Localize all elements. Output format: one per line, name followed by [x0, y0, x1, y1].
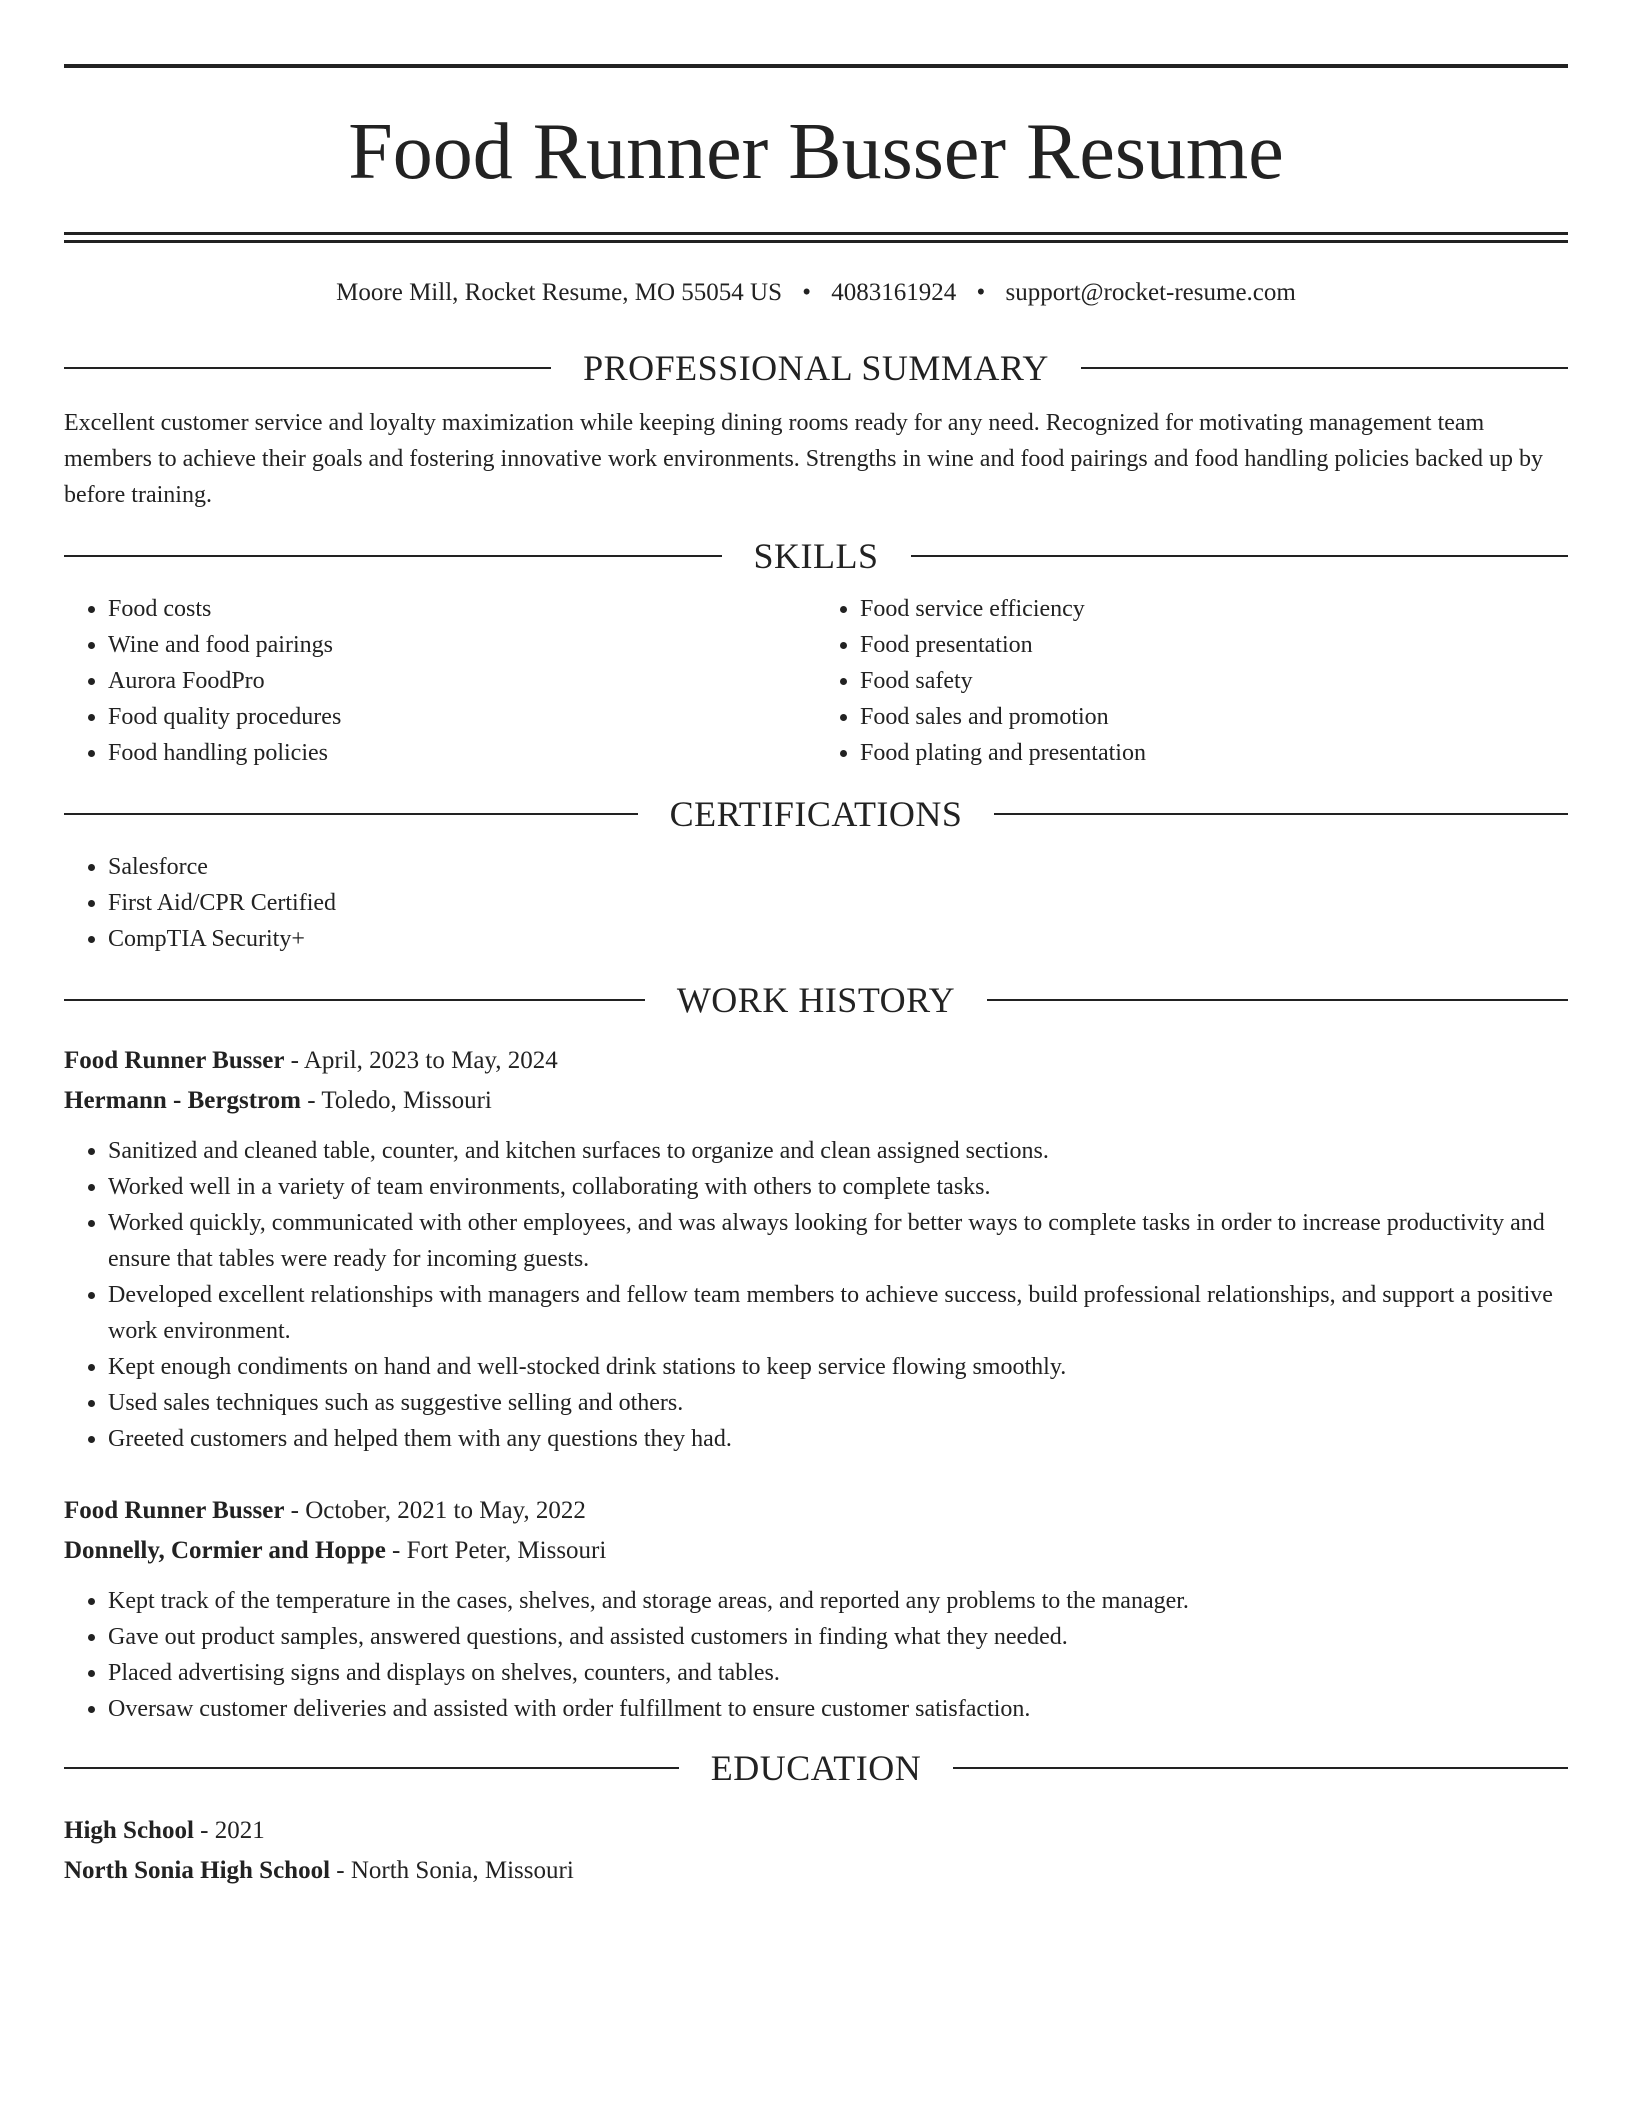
- job-duty: • Kept enough condiments on hand and well-stocked drink stations to keep service flowing smoothly.: [108, 1349, 1568, 1385]
- job-duty: • Sanitized and cleaned table, counter, and kitchen surfaces to organize and clean assigned sections.: [108, 1133, 1568, 1169]
- job-duty: • Developed excellent relationships with managers and fellow team members to achieve success, build professional relationships, and support a positive work environment.: [108, 1277, 1568, 1349]
- divider-line: [64, 999, 645, 1001]
- job-employer-line: [64, 1531, 1568, 1571]
- job-employer: Hermann - Bergstrom: [64, 1087, 301, 1114]
- education-location: - North Sonia, Missouri: [330, 1857, 574, 1884]
- divider-line: [987, 999, 1568, 1001]
- skill-item: • Food safety: [860, 663, 1568, 699]
- divider-line: [1081, 367, 1568, 369]
- section-heading-skills: [64, 531, 1568, 581]
- skill-item: • Food costs: [108, 591, 816, 627]
- job-employer-line: [64, 1081, 1568, 1121]
- divider-line: [64, 1767, 679, 1769]
- divider-line: [64, 813, 638, 815]
- education-degree-line: [64, 1811, 1568, 1851]
- divider-line: [953, 1767, 1568, 1769]
- job-duty: • Oversaw customer deliveries and assisted with order fulfillment to ensure customer satisfaction.: [108, 1691, 1568, 1727]
- section-title: CERTIFICATIONS: [669, 794, 963, 834]
- title-double-rule: [64, 232, 1568, 243]
- job-duty: • Kept track of the temperature in the cases, shelves, and storage areas, and reported any problems to the manager.: [108, 1583, 1568, 1619]
- skills-column-left: [64, 591, 816, 771]
- section-heading-education: [64, 1743, 1568, 1793]
- skill-item: • Food sales and promotion: [860, 699, 1568, 735]
- job-duty: • Used sales techniques such as suggestive selling and others.: [108, 1385, 1568, 1421]
- job-dates: - October, 2021 to May, 2022: [284, 1497, 586, 1524]
- job-title-line: [64, 1491, 1568, 1531]
- education-degree: High School: [64, 1817, 194, 1844]
- section-title: SKILLS: [753, 536, 879, 576]
- work-history: [64, 1041, 1568, 1727]
- divider-line: [911, 555, 1569, 557]
- job-duty: • Gave out product samples, answered questions, and assisted customers in finding what they needed.: [108, 1619, 1568, 1655]
- section-heading-work-history: [64, 975, 1568, 1025]
- certification-item: • First Aid/CPR Certified: [108, 885, 1568, 921]
- job-entry: [64, 1491, 1568, 1727]
- top-rule: [64, 64, 1568, 68]
- education-school: North Sonia High School: [64, 1857, 331, 1884]
- skill-item: • Food quality procedures: [108, 699, 816, 735]
- job-location: - Fort Peter, Missouri: [385, 1537, 607, 1564]
- job-employer: Donnelly, Cormier and Hoppe: [64, 1537, 386, 1564]
- job-location: - Toledo, Missouri: [301, 1087, 492, 1114]
- divider-line: [994, 813, 1568, 815]
- divider-line: [64, 367, 551, 369]
- job-duty: • Placed advertising signs and displays on shelves, counters, and tables.: [108, 1655, 1568, 1691]
- job-duty: • Worked well in a variety of team environments, collaborating with others to complete tasks.: [108, 1169, 1568, 1205]
- contact-line: [64, 275, 1568, 311]
- job-duties-list: [64, 1133, 1568, 1457]
- job-duties-list: [64, 1583, 1568, 1727]
- skill-item: • Wine and food pairings: [108, 627, 816, 663]
- job-title: Food Runner Busser: [64, 1497, 285, 1524]
- contact-phone: 4083161924: [831, 279, 957, 306]
- section-title: EDUCATION: [710, 1748, 922, 1788]
- skill-item: • Food plating and presentation: [860, 735, 1568, 771]
- job-entry: [64, 1041, 1568, 1457]
- skill-item: • Food handling policies: [108, 735, 816, 771]
- contact-separator: •: [802, 279, 812, 306]
- section-title: PROFESSIONAL SUMMARY: [583, 348, 1049, 388]
- skill-item: • Food service efficiency: [860, 591, 1568, 627]
- contact-email: support@rocket-resume.com: [1005, 279, 1296, 306]
- section-heading-certifications: [64, 789, 1568, 839]
- divider-line: [64, 555, 722, 557]
- education-entry: [64, 1811, 1568, 1891]
- certification-item: • Salesforce: [108, 849, 1568, 885]
- job-title-line: [64, 1041, 1568, 1081]
- job-dates: - April, 2023 to May, 2024: [284, 1047, 558, 1074]
- job-duty: • Worked quickly, communicated with other employees, and was always looking for better ways to complete tasks in order to increase productivity and ensure that tables were ready for incoming guests.: [108, 1205, 1568, 1277]
- summary-text: Excellent customer service and loyalty maximization while keeping dining rooms ready for any need. Recognized for motivating management team members to achieve their goals and fostering innovative work environments. Strengths in wine and food pairings and food handling policies backed up by before training.: [64, 410, 1543, 508]
- certifications-list: [64, 849, 1568, 957]
- job-duty: • Greeted customers and helped them with any questions they had.: [108, 1421, 1568, 1457]
- skills-list-right: [816, 591, 1568, 771]
- skill-item: • Aurora FoodPro: [108, 663, 816, 699]
- skills-column-right: [816, 591, 1568, 771]
- education-year: - 2021: [193, 1817, 265, 1844]
- section-title: WORK HISTORY: [676, 980, 956, 1020]
- certification-item: • CompTIA Security+: [108, 921, 1568, 957]
- skills-grid: [64, 591, 1568, 771]
- education-school-line: [64, 1851, 1568, 1891]
- skills-list-left: [64, 591, 816, 771]
- contact-address: Moore Mill, Rocket Resume, MO 55054 US: [336, 279, 782, 306]
- contact-separator: •: [976, 279, 986, 306]
- section-heading-summary: [64, 343, 1568, 393]
- resume-title: Food Runner Busser Resume: [348, 108, 1284, 196]
- skill-item: • Food presentation: [860, 627, 1568, 663]
- job-title: Food Runner Busser: [64, 1047, 285, 1074]
